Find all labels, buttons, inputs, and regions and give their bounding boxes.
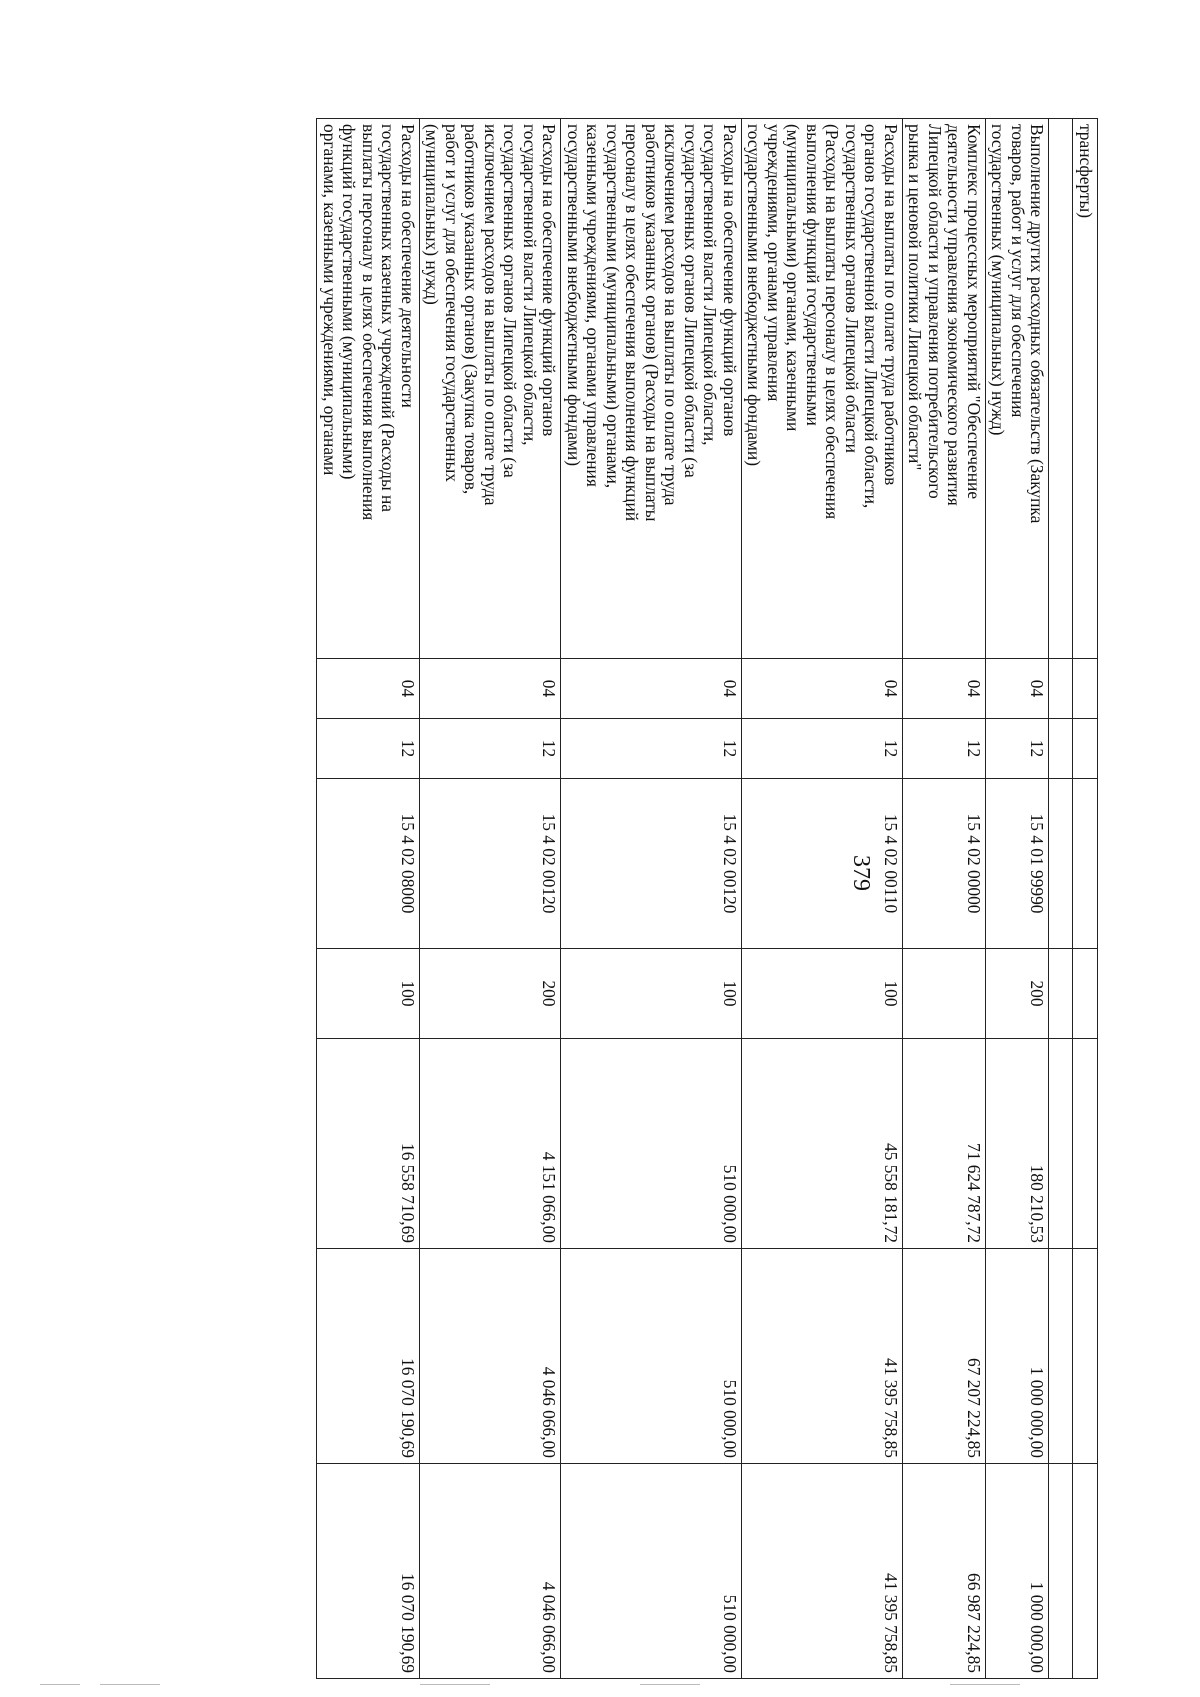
expense-type-cell bbox=[1049, 949, 1073, 1039]
amount-2-cell bbox=[1073, 1249, 1098, 1464]
subsection-code-cell bbox=[1049, 719, 1073, 779]
target-article-cell: 15 4 02 00120 bbox=[561, 779, 742, 949]
amount-3-cell bbox=[1073, 1464, 1098, 1679]
amount-3-cell: 66 987 224,85 bbox=[903, 1464, 986, 1679]
amount-3-cell: 510 000,00 bbox=[561, 1464, 742, 1679]
section-code-cell: 04 bbox=[561, 659, 742, 719]
expense-name-cell: Расходы на обеспечение деятельности государственных казенных учреждений (Расходы на выплаты персоналу в целях обеспечения выполнения функций государственными (муниципальными) органами, казенными учреждениями, органами bbox=[317, 119, 420, 659]
section-code-cell: 04 bbox=[903, 659, 986, 719]
scan-artifact bbox=[950, 1684, 1020, 1685]
table-row bbox=[1073, 119, 1098, 1679]
target-article-cell: 15 4 02 08000 bbox=[317, 779, 420, 949]
expense-name-cell: Расходы на обеспечение функций органов государственной власти Липецкой области, государственных органов Липецкой области (за исключением расходов на выплаты по оплате труда работников указанных органов) (Закупка товаров, работ и услуг для обеспечения государственных (муниципальных) нужд) bbox=[420, 119, 562, 659]
expense-type-cell bbox=[1073, 949, 1098, 1039]
target-article-cell: 15 4 02 00000 bbox=[903, 779, 986, 949]
target-article-cell: 15 4 02 00110 bbox=[742, 779, 903, 949]
section-code-cell: 04 bbox=[986, 659, 1050, 719]
table-row bbox=[903, 119, 986, 1679]
target-article-cell bbox=[1049, 779, 1073, 949]
rotated-page-content bbox=[118, 118, 1098, 1678]
table-row bbox=[317, 119, 420, 1679]
table-row bbox=[1049, 119, 1073, 1679]
amount-1-cell bbox=[1049, 1039, 1073, 1249]
subsection-code-cell: 12 bbox=[561, 719, 742, 779]
amount-2-cell: 510 000,00 bbox=[561, 1249, 742, 1464]
subsection-code-cell: 12 bbox=[420, 719, 562, 779]
subsection-code-cell: 12 bbox=[986, 719, 1050, 779]
amount-1-cell bbox=[1073, 1039, 1098, 1249]
expense-name-cell bbox=[1049, 119, 1073, 659]
expense-type-cell: 100 bbox=[561, 949, 742, 1039]
expense-name-cell: трансферты) bbox=[1073, 119, 1098, 659]
amount-2-cell: 67 207 224,85 bbox=[903, 1249, 986, 1464]
amount-1-cell: 45 558 181,72 bbox=[742, 1039, 903, 1249]
scan-artifact bbox=[640, 1684, 700, 1685]
target-article-cell: 15 4 01 99990 bbox=[986, 779, 1050, 949]
subsection-code-cell bbox=[1073, 719, 1098, 779]
expense-name-cell: Выполнение других расходных обязательств (Закупка товаров, работ и услуг для обеспечения государственных (муниципальных) нужд) bbox=[986, 119, 1050, 659]
amount-3-cell: 41 395 758,85 bbox=[742, 1464, 903, 1679]
amount-3-cell: 1 000 000,00 bbox=[986, 1464, 1050, 1679]
subsection-code-cell: 12 bbox=[742, 719, 903, 779]
scan-artifact bbox=[420, 1684, 490, 1685]
expense-name-cell: Расходы на выплаты по оплате труда работников органов государственной власти Липецкой области, государственных органов Липецкой области (Расходы на выплаты персоналу в целях обеспечения выполнения функций государственными (муниципальными) органами, казенными учреждениями, органами управления государственными внебюджетными фондами) bbox=[742, 119, 903, 659]
expense-type-cell: 200 bbox=[986, 949, 1050, 1039]
table-row bbox=[561, 119, 742, 1679]
section-code-cell: 04 bbox=[317, 659, 420, 719]
subsection-code-cell: 12 bbox=[903, 719, 986, 779]
amount-1-cell: 180 210,53 bbox=[986, 1039, 1050, 1249]
amount-2-cell: 4 046 066,00 bbox=[420, 1249, 562, 1464]
section-code-cell bbox=[1073, 659, 1098, 719]
table-row bbox=[986, 119, 1050, 1679]
scan-artifact bbox=[100, 1684, 160, 1685]
expense-name-cell: Комплекс процессных мероприятий "Обеспечение деятельности управления экономического развития Липецкой области и управления потребительского рынка и ценовой политики Липецкой области" bbox=[903, 119, 986, 659]
amount-1-cell: 510 000,00 bbox=[561, 1039, 742, 1249]
amount-1-cell: 16 558 710,69 bbox=[317, 1039, 420, 1249]
target-article-cell: 15 4 02 00120 bbox=[420, 779, 562, 949]
amount-1-cell: 4 151 066,00 bbox=[420, 1039, 562, 1249]
expense-type-cell: 100 bbox=[317, 949, 420, 1039]
amount-1-cell: 71 624 787,72 bbox=[903, 1039, 986, 1249]
section-code-cell bbox=[1049, 659, 1073, 719]
section-code-cell: 04 bbox=[420, 659, 562, 719]
expense-type-cell: 200 bbox=[420, 949, 562, 1039]
amount-2-cell: 41 395 758,85 bbox=[742, 1249, 903, 1464]
page-number: 379 bbox=[848, 855, 874, 891]
amount-3-cell: 4 046 066,00 bbox=[420, 1464, 562, 1679]
expense-name-cell: Расходы на обеспечение функций органов государственной власти Липецкой области, государственных органов Липецкой области (за исключением расходов на выплаты по оплате труда работников указанных органов) (Расходы на выплаты персоналу в целях обеспечения выполнения функций государственными (муниципальными) органами, казенными учреждениями, органами управления государственными внебюджетными фондами) bbox=[561, 119, 742, 659]
amount-3-cell bbox=[1049, 1464, 1073, 1679]
target-article-cell bbox=[1073, 779, 1098, 949]
scan-artifact bbox=[40, 1684, 80, 1685]
amount-3-cell: 16 070 190,69 bbox=[317, 1464, 420, 1679]
expense-type-cell bbox=[903, 949, 986, 1039]
amount-2-cell: 1 000 000,00 bbox=[986, 1249, 1050, 1464]
budget-table bbox=[317, 118, 1099, 1679]
amount-2-cell bbox=[1049, 1249, 1073, 1464]
table-row bbox=[742, 119, 903, 1679]
amount-2-cell: 16 070 190,69 bbox=[317, 1249, 420, 1464]
table-row bbox=[420, 119, 562, 1679]
section-code-cell: 04 bbox=[742, 659, 903, 719]
expense-type-cell: 100 bbox=[742, 949, 903, 1039]
subsection-code-cell: 12 bbox=[317, 719, 420, 779]
